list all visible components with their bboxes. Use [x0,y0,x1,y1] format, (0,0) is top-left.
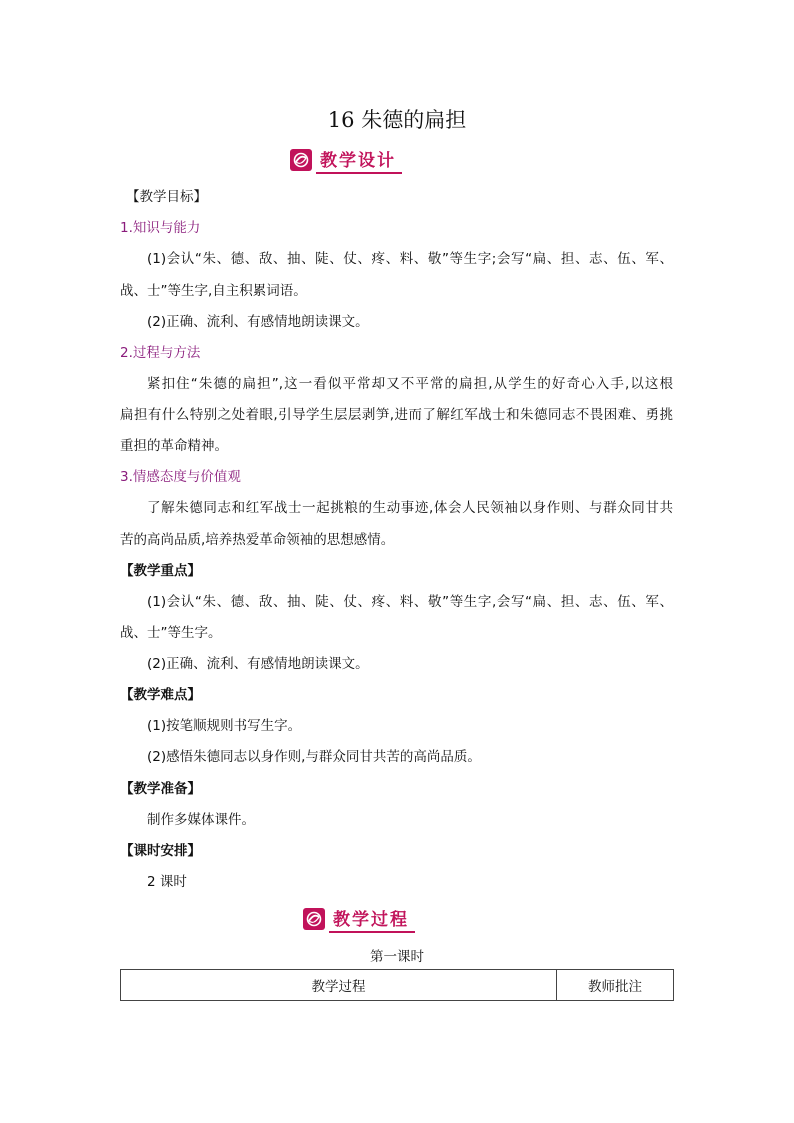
paragraph-line: 2 课时 [147,874,187,890]
paragraph-line: 了解朱德同志和红军战士一起挑粮的生动事迹,体会人民领袖以身作则、与群众同甘共 [147,500,673,516]
teaching-design-banner [290,148,402,172]
paragraph-line: (2)正确、流利、有感情地朗读课文。 [147,656,369,672]
banner-label: 教学过程 [329,905,415,933]
paragraph-line: 苦的高尚品质,培养热爱革命领袖的思想感情。 [120,532,395,548]
process-table [120,969,674,1001]
teaching-process-banner [303,907,415,931]
paragraph-line: 战、士”等生字,自主积累词语。 [120,283,307,299]
objectives-heading: 【教学目标】 [126,189,207,205]
paragraph-line: 战、士”等生字。 [120,625,222,641]
paragraph-line: 重担的革命精神。 [120,438,228,454]
paragraph-line: (2)感悟朱德同志以身作则,与群众同甘共苦的高尚品质。 [147,749,481,765]
table-header-process: 教学过程 [121,970,557,1001]
paragraph-line: (1)会认“朱、德、敌、抽、陡、仗、疼、料、敬”等生字,会写“扁、担、志、伍、军、 [147,594,673,610]
banner-label: 教学设计 [316,146,402,174]
difficulties-heading: 【教学难点】 [120,687,201,703]
paragraph-line: (1)会认“朱、德、敌、抽、陡、仗、疼、料、敬”等生字;会写“扁、担、志、伍、军、 [147,251,673,267]
section-knowledge-title: 1.知识与能力 [120,220,201,236]
paragraph-line: (1)按笔顺规则书写生字。 [147,718,302,734]
table-header-notes: 教师批注 [557,970,674,1001]
key-points-heading: 【教学重点】 [120,563,201,579]
swirl-logo-icon [303,908,325,930]
swirl-logo-icon [290,149,312,171]
page-title: 16 朱德的扁担 [327,108,467,132]
paragraph-line: (2)正确、流利、有感情地朗读课文。 [147,314,369,330]
lesson-label: 第一课时 [370,949,424,965]
schedule-heading: 【课时安排】 [120,843,201,859]
section-attitude-title: 3.情感态度与价值观 [120,469,241,485]
paragraph-line: 扁担有什么特别之处着眼,引导学生层层剥笋,进而了解红军战士和朱德同志不畏困难、勇挑 [120,407,673,423]
paragraph-line: 制作多媒体课件。 [147,812,255,828]
table-row [121,970,674,1001]
paragraph-line: 紧扣住“朱德的扁担”,这一看似平常却又不平常的扁担,从学生的好奇心入手,以这根 [147,376,673,392]
section-process-title: 2.过程与方法 [120,345,201,361]
preparation-heading: 【教学准备】 [120,781,201,797]
